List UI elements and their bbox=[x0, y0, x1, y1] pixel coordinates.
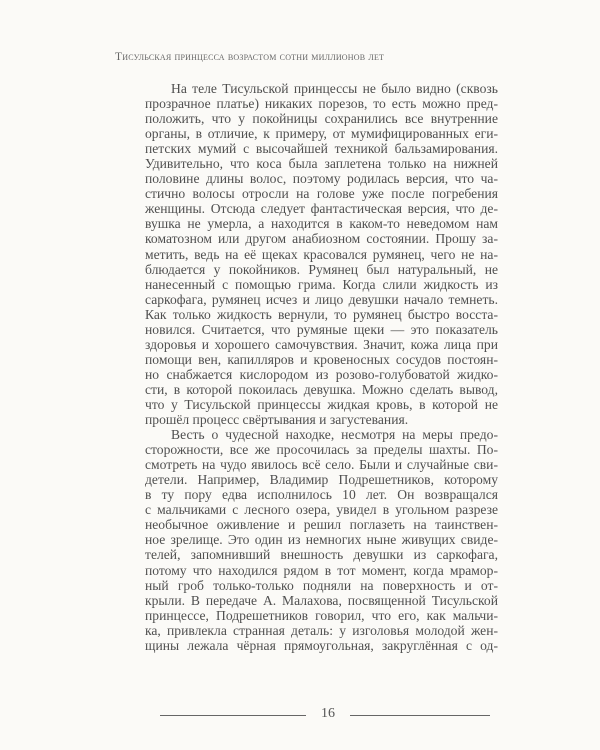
text-line: петских мумий с высочайшей техникой бальзамирования. bbox=[145, 141, 498, 157]
text-line: ка, привлекла странная деталь: у изголовья молодой жен- bbox=[145, 622, 498, 638]
text-line: ный гроб только-только подняли на поверхность и от- bbox=[145, 577, 498, 593]
text-line: щины лежала чёрная прямоугольная, закруглённая с од- bbox=[145, 637, 498, 653]
text-line: сти, в которой покоилась девушка. Можно сделать вывод, bbox=[145, 381, 498, 397]
text-line: помощи вен, капилляров и кровеносных сосудов постоян- bbox=[145, 351, 498, 367]
text-line: прошёл процесс свёртывания и загустевания. bbox=[145, 412, 409, 428]
text-line: что у Тисульской принцессы жидкая кровь, в которой не bbox=[145, 396, 498, 412]
text-line: саркофага, румянец исчез и лицо девушки начало темнеть. bbox=[145, 291, 498, 307]
text-line: коматозном или другом анабиозном состоянии. Прошу за- bbox=[145, 231, 498, 247]
text-line: вушка не умерла, а находится в каком-то неведомом нам bbox=[145, 216, 498, 232]
text-line: детели. Например, Владимир Подрешетников, которому bbox=[145, 472, 498, 488]
text-line: новился. Считается, что румяные щеки — это показатель bbox=[145, 321, 498, 337]
text-line: потому что находился рядом в тот момент, когда мрамор- bbox=[145, 562, 498, 578]
text-line: ное зрелище. Это один из немногих ныне живущих свиде- bbox=[145, 532, 498, 548]
footer-rule-right bbox=[350, 715, 490, 716]
text-line: Весть о чудесной находке, несмотря на меры предо- bbox=[171, 427, 498, 443]
text-line: нанесенный с помощью грима. Когда слили жидкость из bbox=[145, 276, 498, 292]
text-line: крыли. В передаче А. Малахова, посвященной Тисульской bbox=[145, 592, 498, 608]
text-line: с мальчиками с лесного озера, увидел в угольном разрезе bbox=[145, 502, 498, 518]
page-footer bbox=[160, 706, 490, 724]
text-line: блюдается у покойников. Румянец был натуральный, не bbox=[145, 261, 498, 277]
text-line: стично волосы отросли на голове уже после погребения bbox=[145, 186, 498, 202]
page-number: 16 bbox=[321, 706, 335, 721]
text-line: телей, запомнивший внешность девушки из саркофага, bbox=[145, 547, 498, 563]
text-line: органы, в отличие, к примеру, от мумифицированных еги- bbox=[145, 126, 498, 142]
running-header: Тисульская принцесса возрастом сотни миллионов лет bbox=[115, 51, 385, 63]
text-line: смотреть на чудо явилось всё село. Были и случайные сви- bbox=[145, 457, 498, 473]
text-line: женщины. Отсюда следует фантастическая версия, что де- bbox=[145, 201, 498, 217]
body-text bbox=[145, 81, 498, 653]
text-line: Как только жидкость вернули, то румянец быстро восста- bbox=[145, 306, 498, 322]
text-line: принцессе, Подрешетников говорил, что его, как мальчи- bbox=[145, 607, 498, 623]
text-line: На теле Тисульской принцессы не было видно (сквозь bbox=[171, 81, 498, 96]
text-line: половине длины волос, поэтому родилась версия, что ча- bbox=[145, 171, 498, 187]
text-line: в ту пору едва исполнилось 10 лет. Он возвращался bbox=[145, 487, 498, 503]
text-line: сторожности, все же просочилась за пределы шахты. По- bbox=[145, 442, 498, 458]
text-line: положить, что у покойницы сохранились все внутренние bbox=[145, 111, 498, 127]
text-line: здоровья и хорошего самочувствия. Значит, кожа лица при bbox=[145, 336, 498, 352]
text-line: метить, ведь на её щеках красовался румянец, чего не на- bbox=[145, 246, 498, 262]
text-line: прозрачное платье) никаких порезов, то есть можно пред- bbox=[145, 96, 498, 112]
text-line: Удивительно, что коса была заплетена только на нижней bbox=[145, 156, 498, 172]
text-line: необычное оживление и решил поглазеть на таинствен- bbox=[145, 517, 498, 533]
text-line: но снабжается кислородом из розово-голубоватой жидко- bbox=[145, 366, 498, 382]
footer-rule-left bbox=[160, 715, 306, 716]
